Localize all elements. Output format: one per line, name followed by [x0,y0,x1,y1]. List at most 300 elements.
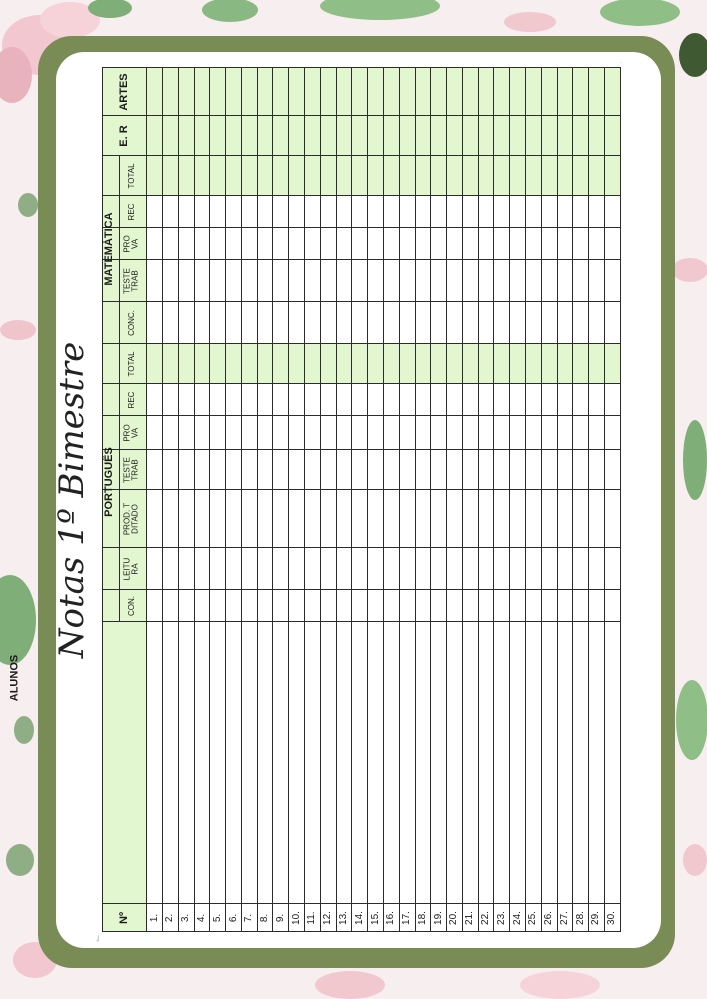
grade-cell[interactable] [557,260,573,302]
grade-cell[interactable] [431,450,447,490]
grade-cell[interactable] [210,416,226,450]
grade-cell[interactable] [383,260,399,302]
grade-cell[interactable] [178,344,194,384]
grade-cell[interactable] [431,156,447,196]
grade-cell[interactable] [210,228,226,260]
grade-cell[interactable] [589,260,605,302]
grade-cell[interactable] [305,344,321,384]
grade-cell[interactable] [573,416,589,450]
grade-cell[interactable] [305,490,321,548]
grade-cell[interactable] [399,344,415,384]
grade-cell[interactable] [289,450,305,490]
grade-cell[interactable] [447,490,463,548]
grade-cell[interactable] [368,590,384,622]
grade-cell[interactable] [320,116,336,156]
grade-cell[interactable] [226,260,242,302]
grade-cell[interactable] [447,344,463,384]
grade-cell[interactable] [525,548,541,590]
grade-cell[interactable] [462,260,478,302]
grade-cell[interactable] [478,384,494,416]
grade-cell[interactable] [573,260,589,302]
grade-cell[interactable] [210,260,226,302]
grade-cell[interactable] [462,116,478,156]
grade-cell[interactable] [399,590,415,622]
grade-cell[interactable] [352,344,368,384]
grade-cell[interactable] [257,490,273,548]
grade-cell[interactable] [163,260,179,302]
grade-cell[interactable] [510,196,526,228]
grade-cell[interactable] [147,384,163,416]
grade-cell[interactable] [525,116,541,156]
grade-cell[interactable] [525,590,541,622]
grade-cell[interactable] [494,196,510,228]
grade-cell[interactable] [273,450,289,490]
grade-cell[interactable] [462,302,478,344]
grade-cell[interactable] [241,68,257,116]
grade-cell[interactable] [399,156,415,196]
grade-cell[interactable] [573,450,589,490]
grade-cell[interactable] [510,490,526,548]
grade-cell[interactable] [368,302,384,344]
grade-cell[interactable] [589,384,605,416]
grade-cell[interactable] [147,590,163,622]
grade-cell[interactable] [415,68,431,116]
grade-cell[interactable] [257,344,273,384]
grade-cell[interactable] [194,68,210,116]
grade-cell[interactable] [557,156,573,196]
grade-cell[interactable] [604,344,620,384]
grade-cell[interactable] [462,416,478,450]
grade-cell[interactable] [510,228,526,260]
grade-cell[interactable] [525,490,541,548]
grade-cell[interactable] [163,490,179,548]
grade-cell[interactable] [147,196,163,228]
grade-cell[interactable] [510,344,526,384]
grade-cell[interactable] [525,260,541,302]
grade-cell[interactable] [273,302,289,344]
grade-cell[interactable] [557,68,573,116]
grade-cell[interactable] [478,302,494,344]
grade-cell[interactable] [273,260,289,302]
grade-cell[interactable] [431,228,447,260]
grade-cell[interactable] [589,548,605,590]
grade-cell[interactable] [147,416,163,450]
grade-cell[interactable] [525,416,541,450]
grade-cell[interactable] [447,384,463,416]
grade-cell[interactable] [431,116,447,156]
grade-cell[interactable] [336,116,352,156]
grade-cell[interactable] [163,156,179,196]
grade-cell[interactable] [383,116,399,156]
grade-cell[interactable] [336,260,352,302]
grade-cell[interactable] [573,196,589,228]
grade-cell[interactable] [147,450,163,490]
grade-cell[interactable] [478,416,494,450]
grade-cell[interactable] [194,116,210,156]
grade-cell[interactable] [273,228,289,260]
grade-cell[interactable] [415,196,431,228]
grade-cell[interactable] [447,548,463,590]
grade-cell[interactable] [447,156,463,196]
grade-cell[interactable] [589,490,605,548]
grade-cell[interactable] [462,384,478,416]
grade-cell[interactable] [494,344,510,384]
grade-cell[interactable] [194,228,210,260]
grade-cell[interactable] [368,228,384,260]
grade-cell[interactable] [226,384,242,416]
grade-cell[interactable] [352,68,368,116]
grade-cell[interactable] [589,450,605,490]
grade-cell[interactable] [178,228,194,260]
grade-cell[interactable] [241,228,257,260]
grade-cell[interactable] [336,302,352,344]
grade-cell[interactable] [415,156,431,196]
grade-cell[interactable] [557,450,573,490]
grade-cell[interactable] [352,156,368,196]
grade-cell[interactable] [557,490,573,548]
grade-cell[interactable] [399,490,415,548]
grade-cell[interactable] [557,590,573,622]
grade-cell[interactable] [368,344,384,384]
grade-cell[interactable] [273,68,289,116]
grade-cell[interactable] [241,344,257,384]
grade-cell[interactable] [510,260,526,302]
grade-cell[interactable] [241,384,257,416]
grade-cell[interactable] [320,490,336,548]
grade-cell[interactable] [510,590,526,622]
grade-cell[interactable] [447,68,463,116]
grade-cell[interactable] [336,196,352,228]
grade-cell[interactable] [273,116,289,156]
grade-cell[interactable] [163,384,179,416]
grade-cell[interactable] [604,384,620,416]
grade-cell[interactable] [478,344,494,384]
grade-cell[interactable] [415,416,431,450]
grade-cell[interactable] [305,156,321,196]
grade-cell[interactable] [178,156,194,196]
grade-cell[interactable] [352,260,368,302]
grade-cell[interactable] [462,450,478,490]
grade-cell[interactable] [557,302,573,344]
grade-cell[interactable] [478,116,494,156]
grade-cell[interactable] [336,450,352,490]
grade-cell[interactable] [573,490,589,548]
grade-cell[interactable] [163,548,179,590]
grade-cell[interactable] [163,228,179,260]
grade-cell[interactable] [289,196,305,228]
grade-cell[interactable] [147,302,163,344]
grade-cell[interactable] [257,416,273,450]
grade-cell[interactable] [320,416,336,450]
grade-cell[interactable] [226,590,242,622]
grade-cell[interactable] [257,548,273,590]
grade-cell[interactable] [336,548,352,590]
grade-cell[interactable] [273,196,289,228]
grade-cell[interactable] [320,260,336,302]
grade-cell[interactable] [178,384,194,416]
grade-cell[interactable] [589,302,605,344]
grade-cell[interactable] [525,156,541,196]
grade-cell[interactable] [305,116,321,156]
grade-cell[interactable] [320,590,336,622]
grade-cell[interactable] [415,344,431,384]
grade-cell[interactable] [604,228,620,260]
grade-cell[interactable] [541,260,557,302]
grade-cell[interactable] [462,590,478,622]
grade-cell[interactable] [494,156,510,196]
grade-cell[interactable] [257,68,273,116]
grade-cell[interactable] [289,302,305,344]
grade-cell[interactable] [447,228,463,260]
grade-cell[interactable] [289,490,305,548]
grade-cell[interactable] [320,450,336,490]
grade-cell[interactable] [257,590,273,622]
grade-cell[interactable] [604,116,620,156]
grade-cell[interactable] [431,344,447,384]
grade-cell[interactable] [210,590,226,622]
grade-cell[interactable] [289,548,305,590]
grade-cell[interactable] [462,68,478,116]
grade-cell[interactable] [431,260,447,302]
grade-cell[interactable] [478,260,494,302]
grade-cell[interactable] [336,490,352,548]
grade-cell[interactable] [399,68,415,116]
grade-cell[interactable] [194,416,210,450]
grade-cell[interactable] [352,590,368,622]
grade-cell[interactable] [320,548,336,590]
grade-cell[interactable] [178,490,194,548]
grade-cell[interactable] [163,450,179,490]
grade-cell[interactable] [589,416,605,450]
grade-cell[interactable] [352,416,368,450]
grade-cell[interactable] [194,344,210,384]
grade-cell[interactable] [368,196,384,228]
grade-cell[interactable] [368,548,384,590]
grade-cell[interactable] [573,344,589,384]
grade-cell[interactable] [147,228,163,260]
grade-cell[interactable] [241,450,257,490]
grade-cell[interactable] [383,548,399,590]
grade-cell[interactable] [257,228,273,260]
grade-cell[interactable] [320,228,336,260]
grade-cell[interactable] [557,228,573,260]
grade-cell[interactable] [194,260,210,302]
grade-cell[interactable] [210,302,226,344]
grade-cell[interactable] [289,156,305,196]
grade-cell[interactable] [147,68,163,116]
grade-cell[interactable] [178,68,194,116]
grade-cell[interactable] [478,156,494,196]
grade-cell[interactable] [241,156,257,196]
grade-cell[interactable] [289,68,305,116]
grade-cell[interactable] [383,302,399,344]
grade-cell[interactable] [541,156,557,196]
grade-cell[interactable] [336,68,352,116]
grade-cell[interactable] [178,116,194,156]
grade-cell[interactable] [336,384,352,416]
grade-cell[interactable] [415,490,431,548]
grade-cell[interactable] [383,156,399,196]
grade-cell[interactable] [368,490,384,548]
grade-cell[interactable] [289,384,305,416]
grade-cell[interactable] [462,156,478,196]
grade-cell[interactable] [525,344,541,384]
grade-cell[interactable] [305,450,321,490]
grade-cell[interactable] [305,590,321,622]
grade-cell[interactable] [147,156,163,196]
grade-cell[interactable] [210,384,226,416]
grade-cell[interactable] [147,548,163,590]
grade-cell[interactable] [573,116,589,156]
grade-cell[interactable] [604,590,620,622]
grade-cell[interactable] [226,156,242,196]
grade-cell[interactable] [510,450,526,490]
grade-cell[interactable] [447,416,463,450]
grade-cell[interactable] [604,450,620,490]
grade-cell[interactable] [447,260,463,302]
grade-cell[interactable] [226,196,242,228]
grade-cell[interactable] [352,302,368,344]
grade-cell[interactable] [257,384,273,416]
grade-cell[interactable] [352,490,368,548]
grade-cell[interactable] [494,384,510,416]
grade-cell[interactable] [163,196,179,228]
grade-cell[interactable] [447,450,463,490]
grade-cell[interactable] [241,196,257,228]
grade-cell[interactable] [257,196,273,228]
grade-cell[interactable] [541,302,557,344]
grade-cell[interactable] [573,302,589,344]
grade-cell[interactable] [178,196,194,228]
grade-cell[interactable] [510,156,526,196]
grade-cell[interactable] [399,196,415,228]
grade-cell[interactable] [368,68,384,116]
grade-cell[interactable] [336,344,352,384]
grade-cell[interactable] [383,590,399,622]
grade-cell[interactable] [494,302,510,344]
grade-cell[interactable] [305,384,321,416]
grade-cell[interactable] [352,116,368,156]
grade-cell[interactable] [447,302,463,344]
grade-cell[interactable] [541,196,557,228]
grade-cell[interactable] [383,68,399,116]
grade-cell[interactable] [147,116,163,156]
grade-cell[interactable] [541,116,557,156]
grade-cell[interactable] [431,196,447,228]
grade-cell[interactable] [210,450,226,490]
grade-cell[interactable] [478,490,494,548]
grade-cell[interactable] [383,450,399,490]
grade-cell[interactable] [273,590,289,622]
grade-cell[interactable] [510,384,526,416]
grade-cell[interactable] [226,344,242,384]
grade-cell[interactable] [194,490,210,548]
grade-cell[interactable] [462,490,478,548]
grade-cell[interactable] [289,416,305,450]
grade-cell[interactable] [305,416,321,450]
grade-cell[interactable] [289,260,305,302]
grade-cell[interactable] [399,416,415,450]
grade-cell[interactable] [352,196,368,228]
grade-cell[interactable] [431,384,447,416]
grade-cell[interactable] [510,548,526,590]
grade-cell[interactable] [241,548,257,590]
grade-cell[interactable] [383,344,399,384]
grade-cell[interactable] [415,116,431,156]
grade-cell[interactable] [573,384,589,416]
grade-cell[interactable] [305,196,321,228]
grade-cell[interactable] [589,590,605,622]
grade-cell[interactable] [273,416,289,450]
grade-cell[interactable] [541,228,557,260]
grade-cell[interactable] [462,344,478,384]
grade-cell[interactable] [510,116,526,156]
grade-cell[interactable] [273,156,289,196]
grade-cell[interactable] [447,196,463,228]
grade-cell[interactable] [210,548,226,590]
grade-cell[interactable] [147,260,163,302]
grade-cell[interactable] [399,548,415,590]
grade-cell[interactable] [163,590,179,622]
grade-cell[interactable] [494,548,510,590]
grade-cell[interactable] [178,260,194,302]
grade-cell[interactable] [525,302,541,344]
grade-cell[interactable] [368,384,384,416]
grade-cell[interactable] [289,116,305,156]
grade-cell[interactable] [368,156,384,196]
grade-cell[interactable] [210,156,226,196]
grade-cell[interactable] [194,302,210,344]
grade-cell[interactable] [399,260,415,302]
grade-cell[interactable] [210,196,226,228]
grade-cell[interactable] [604,156,620,196]
grade-cell[interactable] [541,344,557,384]
grade-cell[interactable] [305,548,321,590]
grade-cell[interactable] [557,416,573,450]
grade-cell[interactable] [604,196,620,228]
grade-cell[interactable] [257,302,273,344]
grade-cell[interactable] [226,548,242,590]
grade-cell[interactable] [194,196,210,228]
grade-cell[interactable] [557,196,573,228]
grade-cell[interactable] [289,344,305,384]
grade-cell[interactable] [604,416,620,450]
grade-cell[interactable] [273,384,289,416]
grade-cell[interactable] [541,590,557,622]
grade-cell[interactable] [415,590,431,622]
grade-cell[interactable] [510,416,526,450]
grade-cell[interactable] [431,590,447,622]
grade-cell[interactable] [226,228,242,260]
grade-cell[interactable] [573,590,589,622]
grade-cell[interactable] [478,196,494,228]
grade-cell[interactable] [399,450,415,490]
grade-cell[interactable] [336,590,352,622]
grade-cell[interactable] [178,548,194,590]
grade-cell[interactable] [557,384,573,416]
grade-cell[interactable] [604,548,620,590]
grade-cell[interactable] [431,302,447,344]
grade-cell[interactable] [604,68,620,116]
grade-cell[interactable] [194,590,210,622]
grade-cell[interactable] [399,228,415,260]
grade-cell[interactable] [494,490,510,548]
grade-cell[interactable] [305,302,321,344]
grade-cell[interactable] [226,416,242,450]
grade-cell[interactable] [494,116,510,156]
grade-cell[interactable] [431,490,447,548]
grade-cell[interactable] [383,490,399,548]
